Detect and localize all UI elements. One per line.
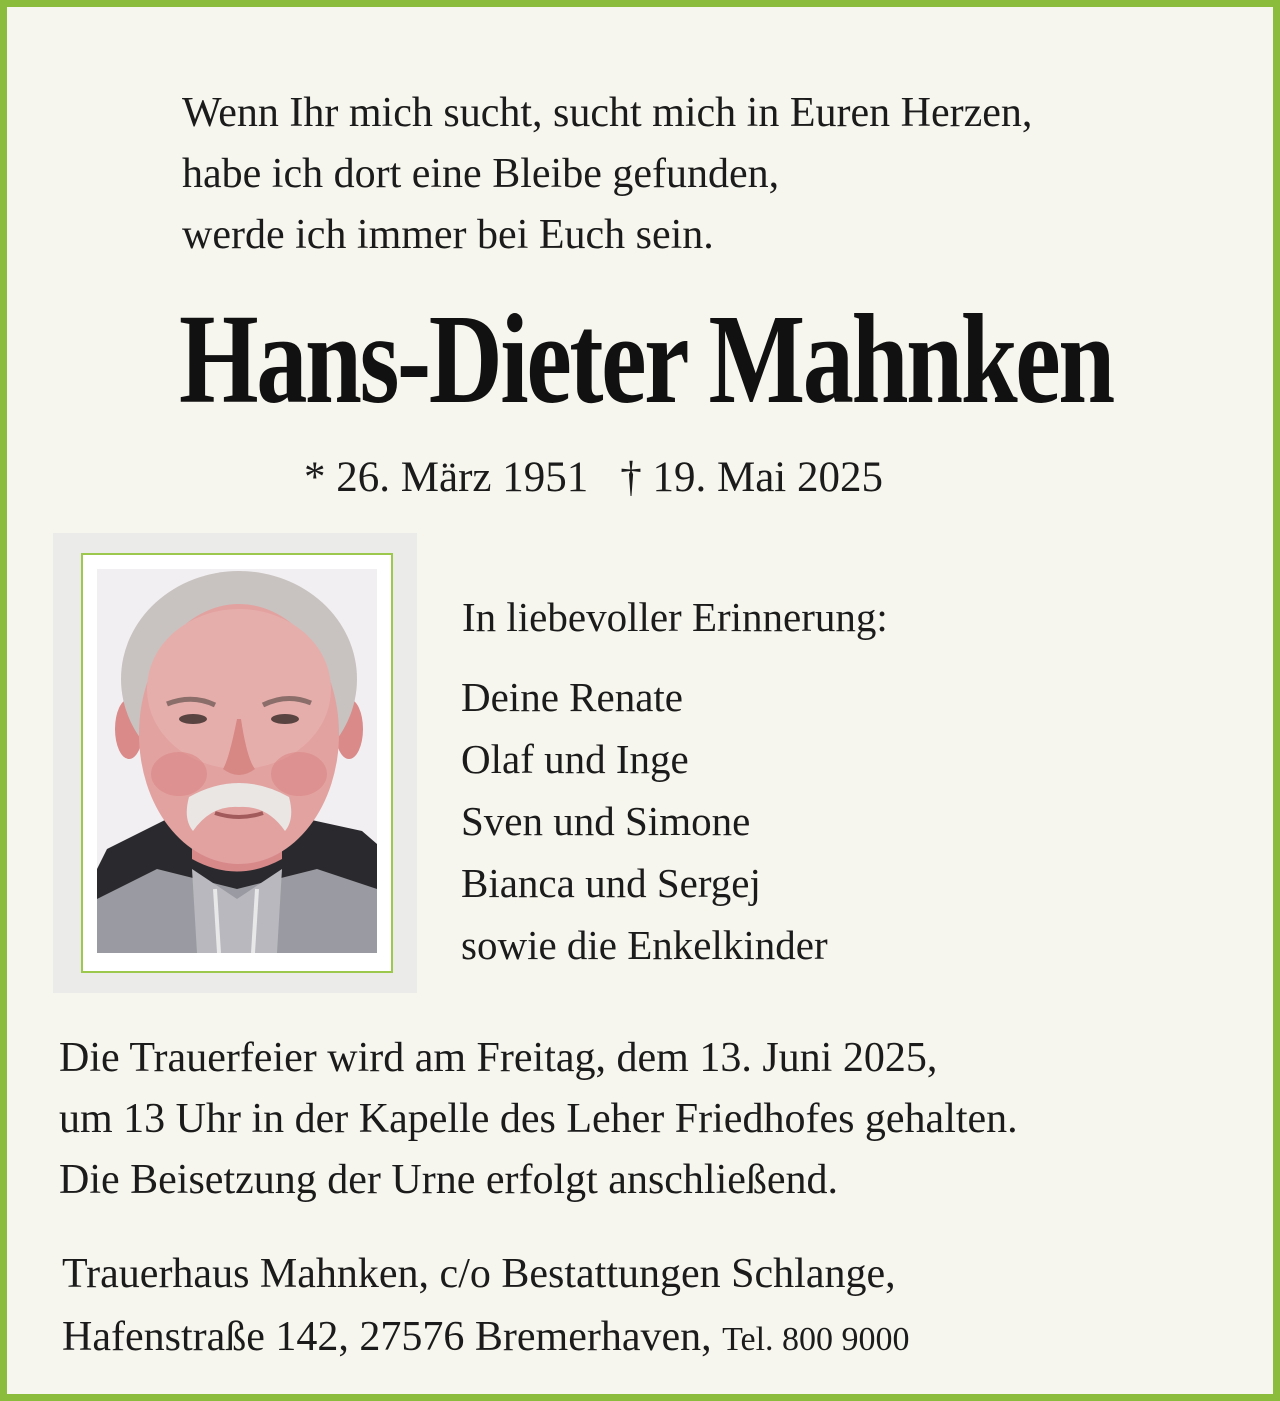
ceremony-line: Die Beisetzung der Urne erfolgt anschließend. <box>59 1157 839 1203</box>
life-dates <box>304 452 883 504</box>
phone-number: Tel. 800 9000 <box>722 1321 910 1358</box>
address-line <box>62 1306 910 1371</box>
mourning-house-address <box>62 1243 910 1371</box>
death-date: † 19. Mai 2025 <box>620 454 884 501</box>
ceremony-info <box>59 1028 1018 1211</box>
ceremony-line: um 13 Uhr in der Kapelle des Leher Friedhofes gehalten. <box>59 1096 1018 1142</box>
remembrance-heading: In liebevoller Erinnerung: <box>462 594 888 640</box>
poem-line: werde ich immer bei Euch sein. <box>182 212 714 258</box>
poem <box>182 83 1032 266</box>
family-member: Deine Renate <box>461 674 683 720</box>
deceased-name: Hans-Dieter Mahnken <box>179 288 1113 430</box>
address-line: Trauerhaus Mahnken, c/o Bestattungen Schlange, <box>62 1251 896 1297</box>
ceremony-line: Die Trauerfeier wird am Freitag, dem 13. Juni 2025, <box>59 1035 938 1081</box>
family-member: Sven und Simone <box>461 798 751 844</box>
portrait-photo <box>97 569 377 953</box>
family-member: Bianca und Sergej <box>461 860 761 906</box>
family-member: Olaf und Inge <box>461 736 689 782</box>
birth-date: * 26. März 1951 <box>304 454 589 501</box>
family-member: sowie die Enkelkinder <box>461 922 828 968</box>
poem-line: habe ich dort eine Bleibe gefunden, <box>182 151 780 197</box>
family-list <box>461 666 828 976</box>
street-city: Hafenstraße 142, 27576 Bremerhaven, <box>62 1314 712 1360</box>
poem-line: Wenn Ihr mich sucht, sucht mich in Euren Herzen, <box>182 90 1033 136</box>
